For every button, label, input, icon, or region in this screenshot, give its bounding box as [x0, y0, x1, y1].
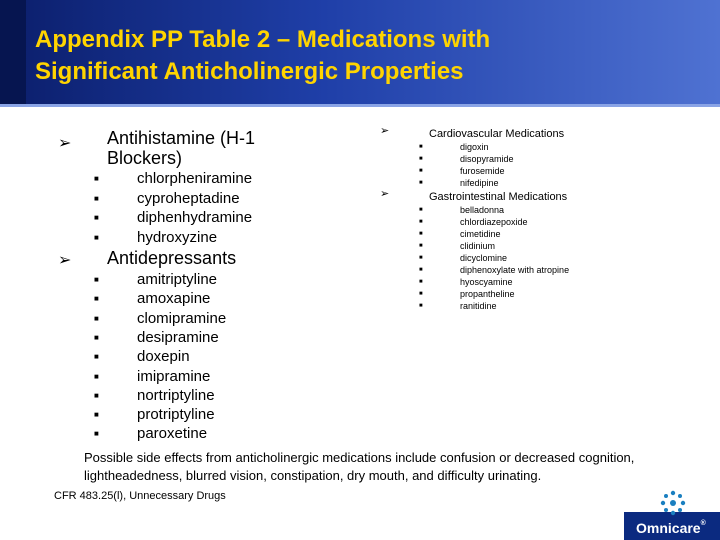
omnicare-logo-mark-icon [653, 488, 693, 518]
arrow-bullet-icon: ➢ [380, 125, 390, 137]
medication-item: cimetidine [460, 229, 501, 239]
header-divider [0, 104, 720, 107]
square-bullet-icon: ■ [419, 168, 423, 174]
square-bullet-icon: ■ [94, 371, 99, 381]
medication-item: chlorpheniramine [137, 170, 253, 187]
medication-item: chlordiazepoxide [460, 217, 528, 227]
medication-item: ranitidine [460, 301, 497, 311]
medication-item: furosemide [460, 166, 505, 176]
square-bullet-icon: ■ [94, 352, 99, 362]
medication-item: belladonna [460, 205, 505, 215]
medication-item: hydroxyzine [137, 228, 218, 246]
side-effects-note: Possible side effects from anticholinergic medications include confusion or decreased cognition, lightheadedness, blurred vision, constipation, dry mouth, and difficulty urinating. [84, 450, 635, 483]
group-heading-antihistamine-2: Blockers) [107, 148, 183, 168]
group-heading-cardiovascular: Cardiovascular Medications [429, 128, 565, 140]
omnicare-logo-text [636, 520, 706, 536]
square-bullet-icon: ■ [94, 410, 99, 420]
logo-registered-mark: ® [700, 520, 706, 527]
arrow-bullet-icon: ➢ [58, 252, 72, 269]
square-bullet-icon: ■ [94, 313, 99, 323]
medication-item: clomipramine [137, 309, 227, 327]
medication-item: disopyramide [460, 154, 514, 164]
arrow-bullet-icon: ➢ [58, 135, 72, 152]
square-bullet-icon: ■ [419, 231, 423, 237]
medication-item: desipramine [137, 328, 219, 346]
medication-item: imipramine [137, 367, 211, 385]
square-bullet-icon: ■ [94, 213, 99, 222]
square-bullet-icon: ■ [419, 219, 423, 225]
medication-item: paroxetine [137, 425, 208, 443]
medication-item: clidinium [460, 241, 496, 251]
arrow-bullet-icon: ➢ [380, 188, 390, 200]
title-line-2: Significant Anticholinergic Properties [35, 58, 464, 85]
medication-item: propantheline [460, 289, 515, 299]
square-bullet-icon: ■ [94, 294, 99, 304]
medication-item: amitriptyline [137, 271, 218, 288]
medication-item: amoxapine [137, 290, 211, 308]
medication-item: cyproheptadine [137, 189, 240, 207]
square-bullet-icon: ■ [419, 303, 423, 309]
medication-item: nifedipine [460, 178, 499, 188]
square-bullet-icon: ■ [94, 429, 99, 439]
medication-item: diphenhydramine [137, 209, 253, 226]
logo-wordmark: Omnicare [636, 520, 701, 536]
medication-item: hyoscyamine [460, 277, 513, 287]
medication-item: doxepin [137, 348, 190, 366]
square-bullet-icon: ■ [419, 255, 423, 261]
medication-item: digoxin [460, 142, 489, 152]
square-bullet-icon: ■ [419, 207, 423, 213]
header-accent-band [0, 0, 26, 104]
group-heading-gastrointestinal: Gastrointestinal Medications [429, 191, 568, 203]
medication-item: dicyclomine [460, 253, 508, 263]
square-bullet-icon: ■ [419, 291, 423, 297]
slide-title [35, 24, 675, 88]
square-bullet-icon: ■ [419, 156, 423, 162]
title-line-1: Appendix PP Table 2 – Medications with [35, 26, 491, 53]
square-bullet-icon: ■ [419, 144, 423, 150]
medication-item: nortriptyline [137, 386, 215, 404]
group-heading-antihistamine-1: Antihistamine (H-1 [107, 128, 256, 148]
square-bullet-icon: ■ [419, 180, 423, 186]
square-bullet-icon: ■ [419, 243, 423, 249]
group-heading-antidepressants: Antidepressants [107, 248, 237, 268]
square-bullet-icon: ■ [94, 174, 99, 183]
square-bullet-icon: ■ [94, 193, 99, 203]
square-bullet-icon: ■ [419, 267, 423, 273]
square-bullet-icon: ■ [419, 279, 423, 285]
square-bullet-icon: ■ [94, 332, 99, 342]
square-bullet-icon: ■ [94, 232, 99, 242]
square-bullet-icon: ■ [94, 390, 99, 400]
medication-item: protriptyline [137, 406, 215, 424]
footer-source: CFR 483.25(l), Unnecessary Drugs [54, 490, 226, 502]
medication-item: diphenoxylate with atropine [460, 265, 570, 275]
square-bullet-icon: ■ [94, 275, 99, 284]
